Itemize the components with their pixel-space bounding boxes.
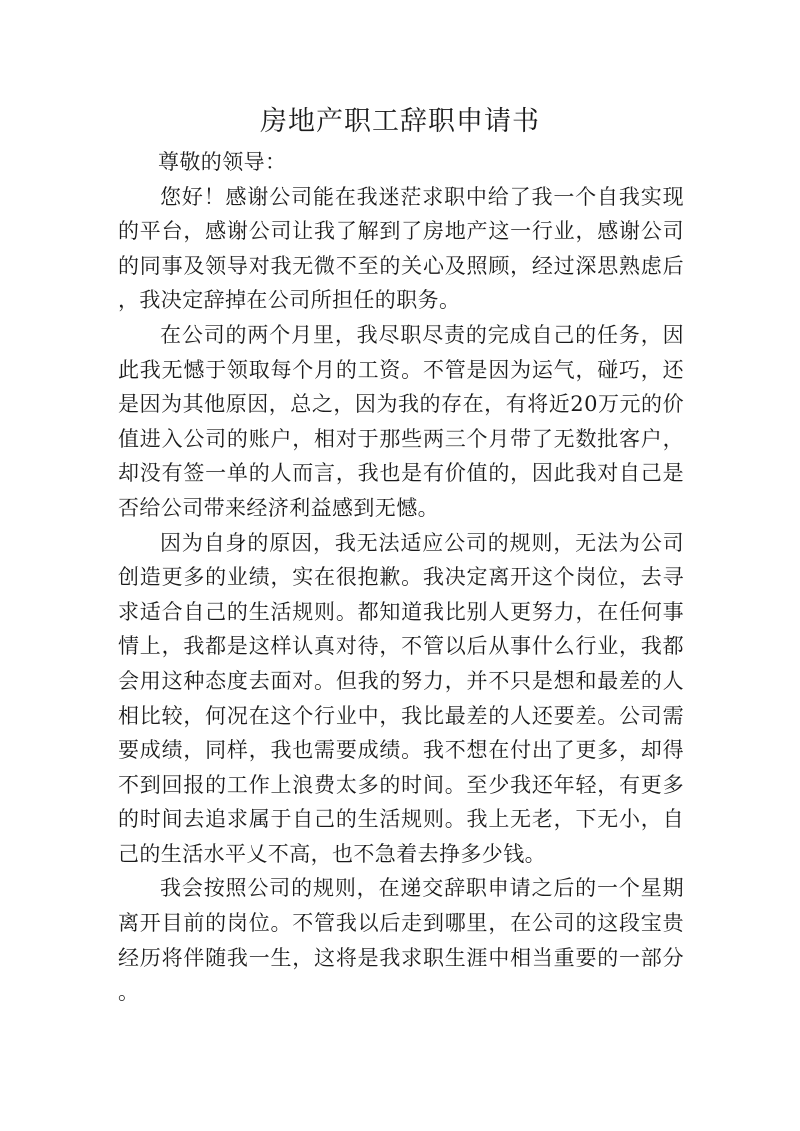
paragraph-reasons: 因为自身的原因，我无法适应公司的规则，无法为公司创造更多的业绩，实在很抱歉。我决定离开这个岗位，去寻求适合自己的生活规则。都知道我比别人更努力，在任何事情上，我都是这样认真对待，不管以后从事什么行业，我都会用这种态度去面对。但我的努力，并不只是想和最差的人相比较，何况在这个行业中，我比最差的人还要差。公司需要成绩，同样，我也需要成绩。我不想在付出了更多，却得不到回报的工作上浪费太多的时间。至少我还年轻，有更多的时间去追求属于自己的生活规则。我上无老，下无小，自己的生活水平乂不高，也不急着去挣多少钱。 (118, 530, 684, 866)
salutation: 尊敬的领导： (158, 150, 287, 174)
paragraph-gratitude: 您好！感谢公司能在我迷茫求职中给了我一个自我实现的平台，感谢公司让我了解到了房地产这一行业，感谢公司的同事及领导对我无微不至的关心及照顾，经过深思熟虑后，我决定辞掉在公司所担任的职务。 (118, 184, 684, 313)
paragraph-performance: 在公司的两个月里，我尽职尽责的完成自己的任务，因此我无憾于领取每个月的工资。不管是因为运气，碰巧，还是因为其他原因，总之，因为我的存在，有将近20万元的价值进入公司的账户，相对于那些两三个月带了无数批客户，却没有签一单的人而言，我也是有价值的，因此我对自己是否给公司带来经济利益感到无憾。 (118, 322, 684, 520)
paragraph-departure: 我会按照公司的规则，在递交辞职申请之后的一个星期离开目前的岗位。不管我以后走到哪里，在公司的这段宝贵经历将伴随我一生，这将是我求职生涯中相当重要的一部分。 (118, 876, 684, 1005)
document-title: 房地产职工辞职申请书 (260, 106, 540, 137)
document-body (118, 145, 684, 1010)
